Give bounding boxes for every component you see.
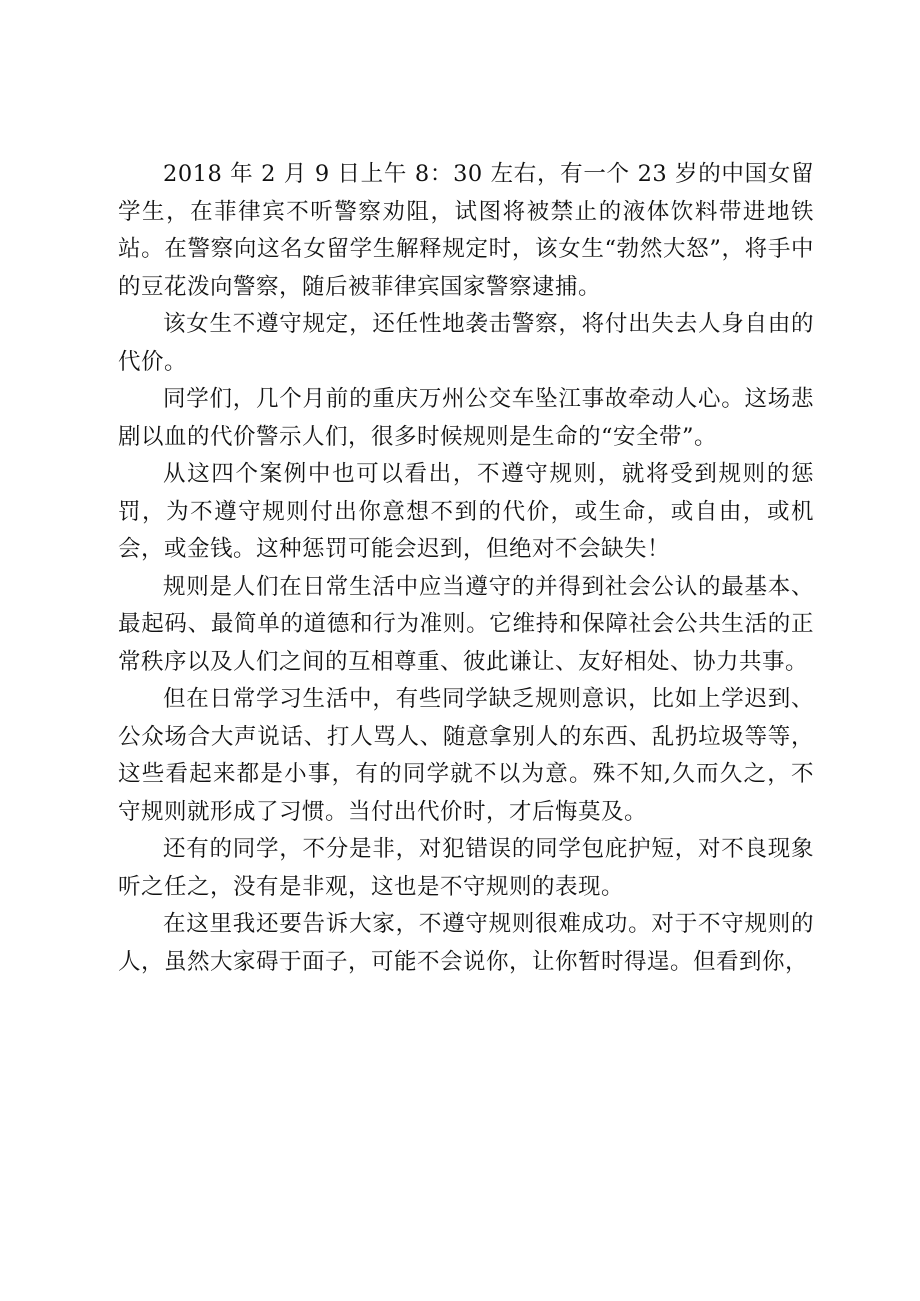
document-body [118, 156, 814, 981]
paragraph-4: 从这四个案例中也可以看出，不遵守规则，就将受到规则的惩罚，为不遵守规则付出你意想不到的代价，或生命，或自由，或机会，或金钱。这种惩罚可能会迟到，但绝对不会缺失！ [118, 461, 814, 562]
paragraph-8: 在这里我还要告诉大家，不遵守规则很难成功。对于不守规则的人，虽然大家碍于面子，可能不会说你，让你暂时得逞。但看到你， [118, 911, 814, 975]
paragraph-5: 规则是人们在日常生活中应当遵守的并得到社会公认的最基本、最起码、最简单的道德和行为准则。它维持和保障社会公共生活的正常秩序以及人们之间的互相尊重、彼此谦让、友好相处、协力共事。 [118, 573, 814, 675]
paragraph-2: 该女生不遵守规定，还任性地袭击警察，将付出失去人身自由的代价。 [118, 311, 814, 375]
paragraph-7: 还有的同学，不分是非，对犯错误的同学包庇护短，对不良现象听之任之，没有是非观，这也是不守规则的表现。 [118, 836, 814, 900]
paragraph-3: 同学们，几个月前的重庆万州公交车坠江事故牵动人心。这场悲剧以血的代价警示人们，很多时候规则是生命的“安全带”。 [118, 386, 814, 450]
paragraph-1: 2018 年 2 月 9 日上午 8：30 左右，有一个 23 岁的中国女留学生，在菲律宾不听警察劝阻，试图将被禁止的液体饮料带进地铁站。在警察向这名女留学生解释规定时，该女生“勃然大怒”，将手中的豆花泼向警察，随后被菲律宾国家警察逮捕。 [118, 161, 814, 300]
paragraph-6: 但在日常学习生活中，有些同学缺乏规则意识，比如上学迟到、公众场合大声说话、打人骂人、随意拿别人的东西、乱扔垃圾等等，这些看起来都是小事，有的同学就不以为意。殊不知,久而久之，不守规则就形成了习惯。当付出代价时，才后悔莫及。 [118, 686, 814, 825]
